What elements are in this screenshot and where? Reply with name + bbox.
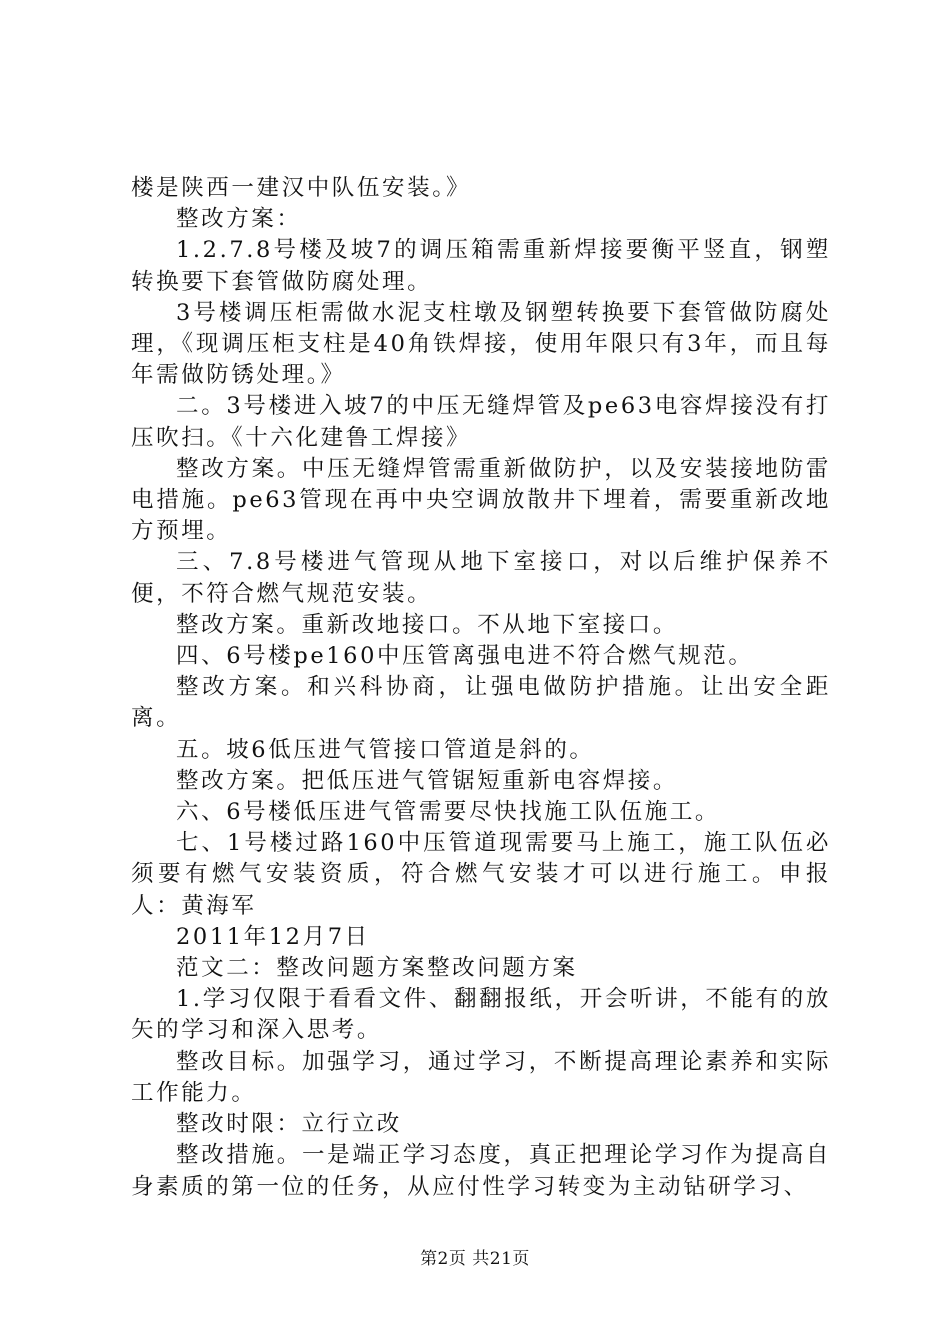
paragraph: 七、1号楼过路160中压管道现需要马上施工，施工队伍必须要有燃气安装资质，符合燃气安装才可以进行施工。申报人：黄海军 — [131, 830, 831, 919]
paragraph: 1.学习仅限于看看文件、翻翻报纸，开会听讲，不能有的放矢的学习和深入思考。 — [131, 986, 831, 1044]
paragraph: 四、6号楼pe160中压管离强电进不符合燃气规范。 — [176, 643, 754, 670]
paragraph: 六、6号楼低压进气管需要尽快找施工队伍施工。 — [176, 799, 721, 826]
paragraph: 二。3号楼进入坡7的中压无缝焊管及pe63电容焊接没有打压吹扫。《十六化建鲁工焊接》 — [131, 393, 831, 451]
paragraph: 五。坡6低压进气管接口管道是斜的。 — [176, 736, 595, 763]
paragraph: 楼是陕西一建汉中队伍安装。》 — [131, 175, 472, 201]
paragraph: 整改措施。一是端正学习态度，真正把理论学习作为提高自身素质的第一位的任务，从应付性学习转变为主动钻研学习、 — [131, 1142, 831, 1200]
paragraph: 整改方案。把低压进气管锯短重新电容焊接。 — [176, 767, 679, 794]
paragraph: 整改方案。和兴科协商，让强电做防护措施。让出安全距离。 — [131, 674, 831, 732]
page-number-footer: 第2页 共21页 — [420, 1249, 530, 1269]
paragraph: 整改方案： — [176, 206, 302, 233]
paragraph: 整改时限：立行立改 — [176, 1111, 402, 1138]
paragraph: 整改目标。加强学习，通过学习，不断提高理论素养和实际工作能力。 — [131, 1048, 831, 1106]
paragraph: 3号楼调压柜需做水泥支柱墩及钢塑转换要下套管做防腐处理，《现调压柜支柱是40角铁焊接，使用年限只有3年，而且每年需做防锈处理。》 — [131, 299, 831, 389]
paragraph: 整改方案。中压无缝焊管需重新做防护，以及安装接地防雷电措施。pe63管现在再中央空调放散井下埋着，需要重新改地方预埋。 — [131, 455, 831, 545]
paragraph: 整改方案。重新改地接口。不从地下室接口。 — [176, 611, 679, 638]
paragraph: 三、7.8号楼进气管现从地下室接口，对以后维护保养不便，不符合燃气规范安装。 — [131, 549, 831, 607]
document-body — [131, 173, 831, 1203]
section-heading: 范文二：整改问题方案整改问题方案 — [176, 955, 578, 982]
paragraph: 1.2.7.8号楼及坡7的调压箱需重新焊接要衡平竖直，钢塑转换要下套管做防腐处理。 — [131, 237, 831, 295]
date-line: 2011年12月7日 — [176, 923, 370, 950]
